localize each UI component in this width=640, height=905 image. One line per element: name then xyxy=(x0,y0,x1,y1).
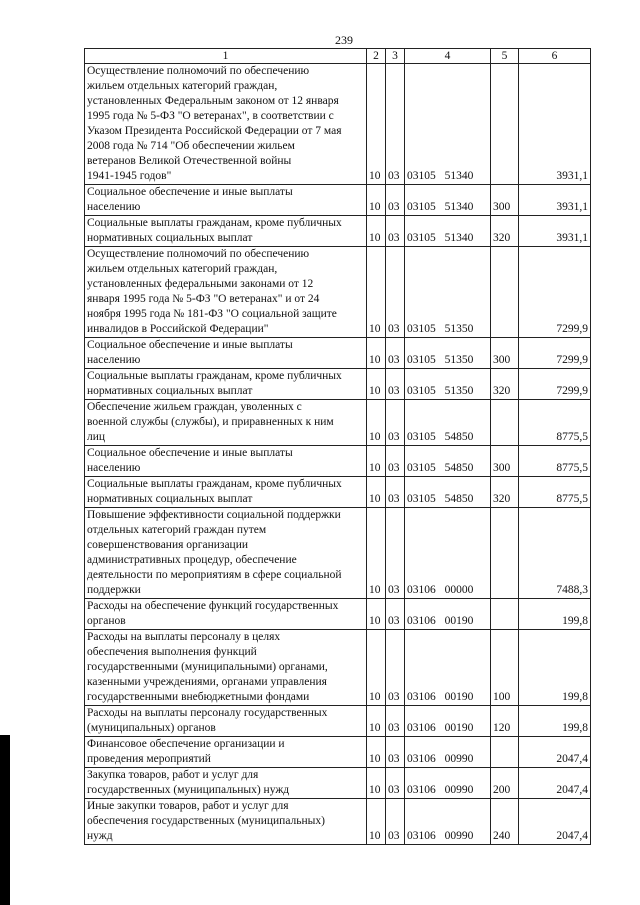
expense-name: Расходы на обеспечение функций государственных органов xyxy=(85,599,367,630)
subsection-code: 03 xyxy=(386,799,405,845)
target-article-code: 03105 51340 xyxy=(405,185,491,216)
target-article-code: 03105 54850 xyxy=(405,446,491,477)
expense-type-code xyxy=(491,400,519,446)
subsection-code: 03 xyxy=(386,706,405,737)
target-article-code: 03106 00990 xyxy=(405,799,491,845)
section-code: 10 xyxy=(367,446,386,477)
expense-name: Осуществление полномочий по обеспечению жильем отдельных категорий граждан, установленных федеральными законами от 12 января 1995 года № 5-ФЗ "О ветеранах" и от 24 ноября 1995 года № 181-ФЗ "О социальной защите инвалидов в Российской Федерации" xyxy=(85,247,367,338)
expense-type-code: 300 xyxy=(491,338,519,369)
target-article-code: 03106 00190 xyxy=(405,630,491,706)
amount: 199,8 xyxy=(519,630,591,706)
subsection-code: 03 xyxy=(386,737,405,768)
column-header: 3 xyxy=(386,49,405,64)
table-row xyxy=(85,768,591,799)
expense-type-code: 300 xyxy=(491,185,519,216)
section-code: 10 xyxy=(367,185,386,216)
table-row xyxy=(85,185,591,216)
table-row xyxy=(85,508,591,599)
amount: 2047,4 xyxy=(519,799,591,845)
expense-type-code: 240 xyxy=(491,799,519,845)
expense-name: Иные закупки товаров, работ и услуг для обеспечения государственных (муниципальных) нужд xyxy=(85,799,367,845)
target-article-code: 03105 51340 xyxy=(405,64,491,185)
table-row xyxy=(85,247,591,338)
table-row xyxy=(85,369,591,400)
expense-type-code: 100 xyxy=(491,630,519,706)
section-code: 10 xyxy=(367,599,386,630)
table-row xyxy=(85,599,591,630)
table-row xyxy=(85,338,591,369)
amount: 7488,3 xyxy=(519,508,591,599)
subsection-code: 03 xyxy=(386,630,405,706)
section-code: 10 xyxy=(367,477,386,508)
subsection-code: 03 xyxy=(386,599,405,630)
expense-name: Социальное обеспечение и иные выплаты населению xyxy=(85,185,367,216)
expense-type-code: 120 xyxy=(491,706,519,737)
expense-name: Закупка товаров, работ и услуг для государственных (муниципальных) нужд xyxy=(85,768,367,799)
expense-name: Расходы на выплаты персоналу в целях обеспечения выполнения функций государственными (муниципальными) органами, казенными учреждениями, органами управления государственными внебюджетными фондами xyxy=(85,630,367,706)
expense-name: Финансовое обеспечение организации и проведения мероприятий xyxy=(85,737,367,768)
amount: 8775,5 xyxy=(519,477,591,508)
target-article-code: 03106 00990 xyxy=(405,768,491,799)
amount: 8775,5 xyxy=(519,400,591,446)
target-article-code: 03105 51350 xyxy=(405,338,491,369)
section-code: 10 xyxy=(367,706,386,737)
amount: 199,8 xyxy=(519,706,591,737)
column-header: 5 xyxy=(491,49,519,64)
subsection-code: 03 xyxy=(386,446,405,477)
subsection-code: 03 xyxy=(386,338,405,369)
expense-name: Обеспечение жильем граждан, уволенных с военной службы (службы), и приравненных к ним лиц xyxy=(85,400,367,446)
expense-type-code xyxy=(491,508,519,599)
target-article-code: 03105 54850 xyxy=(405,400,491,446)
table-row xyxy=(85,799,591,845)
expense-type-code xyxy=(491,64,519,185)
table-row xyxy=(85,630,591,706)
section-code: 10 xyxy=(367,247,386,338)
expense-name: Социальные выплаты гражданам, кроме публичных нормативных социальных выплат xyxy=(85,477,367,508)
target-article-code: 03106 00000 xyxy=(405,508,491,599)
expense-name: Расходы на выплаты персоналу государственных (муниципальных) органов xyxy=(85,706,367,737)
section-code: 10 xyxy=(367,768,386,799)
budget-table xyxy=(84,48,591,845)
section-code: 10 xyxy=(367,338,386,369)
amount: 7299,9 xyxy=(519,338,591,369)
subsection-code: 03 xyxy=(386,400,405,446)
table-row xyxy=(85,400,591,446)
amount: 3931,1 xyxy=(519,185,591,216)
table-row xyxy=(85,446,591,477)
section-code: 10 xyxy=(367,630,386,706)
table-row xyxy=(85,216,591,247)
subsection-code: 03 xyxy=(386,508,405,599)
subsection-code: 03 xyxy=(386,768,405,799)
target-article-code: 03105 51350 xyxy=(405,247,491,338)
target-article-code: 03106 00190 xyxy=(405,599,491,630)
expense-name: Социальное обеспечение и иные выплаты населению xyxy=(85,446,367,477)
amount: 8775,5 xyxy=(519,446,591,477)
amount: 7299,9 xyxy=(519,247,591,338)
table-row xyxy=(85,64,591,185)
section-code: 10 xyxy=(367,400,386,446)
target-article-code: 03105 54850 xyxy=(405,477,491,508)
expense-name: Социальное обеспечение и иные выплаты населению xyxy=(85,338,367,369)
expense-type-code xyxy=(491,737,519,768)
target-article-code: 03106 00190 xyxy=(405,706,491,737)
column-header: 4 xyxy=(405,49,491,64)
section-code: 10 xyxy=(367,64,386,185)
amount: 3931,1 xyxy=(519,64,591,185)
target-article-code: 03106 00990 xyxy=(405,737,491,768)
expense-name: Повышение эффективности социальной поддержки отдельных категорий граждан путем совершенствования организации административных процедур, обеспечение деятельности по мероприятиям в сфере социальной поддержки xyxy=(85,508,367,599)
subsection-code: 03 xyxy=(386,185,405,216)
section-code: 10 xyxy=(367,216,386,247)
expense-type-code: 320 xyxy=(491,216,519,247)
table-row xyxy=(85,477,591,508)
section-code: 10 xyxy=(367,799,386,845)
scan-edge-bar xyxy=(0,735,10,905)
column-header: 6 xyxy=(519,49,591,64)
amount: 3931,1 xyxy=(519,216,591,247)
table-row xyxy=(85,706,591,737)
amount: 199,8 xyxy=(519,599,591,630)
expense-type-code: 320 xyxy=(491,369,519,400)
expense-type-code xyxy=(491,247,519,338)
table-row xyxy=(85,737,591,768)
target-article-code: 03105 51350 xyxy=(405,369,491,400)
expense-type-code xyxy=(491,599,519,630)
subsection-code: 03 xyxy=(386,64,405,185)
expense-type-code: 320 xyxy=(491,477,519,508)
expense-name: Осуществление полномочий по обеспечению жильем отдельных категорий граждан, установленных Федеральным законом от 12 января 1995 года № 5-ФЗ "О ветеранах", в соответствии с Указом Президента Российской Федерации от 7 мая 2008 года № 714 "Об обеспечении жильем ветеранов Великой Отечественной войны 1941-1945 годов" xyxy=(85,64,367,185)
column-header: 1 xyxy=(85,49,367,64)
amount: 2047,4 xyxy=(519,768,591,799)
expense-name: Социальные выплаты гражданам, кроме публичных нормативных социальных выплат xyxy=(85,216,367,247)
section-code: 10 xyxy=(367,369,386,400)
section-code: 10 xyxy=(367,737,386,768)
subsection-code: 03 xyxy=(386,369,405,400)
table-header-row xyxy=(85,49,591,64)
subsection-code: 03 xyxy=(386,216,405,247)
page-number: 239 xyxy=(335,33,353,47)
amount: 2047,4 xyxy=(519,737,591,768)
subsection-code: 03 xyxy=(386,477,405,508)
expense-type-code: 300 xyxy=(491,446,519,477)
amount: 7299,9 xyxy=(519,369,591,400)
subsection-code: 03 xyxy=(386,247,405,338)
section-code: 10 xyxy=(367,508,386,599)
column-header: 2 xyxy=(367,49,386,64)
target-article-code: 03105 51340 xyxy=(405,216,491,247)
expense-name: Социальные выплаты гражданам, кроме публичных нормативных социальных выплат xyxy=(85,369,367,400)
expense-type-code: 200 xyxy=(491,768,519,799)
